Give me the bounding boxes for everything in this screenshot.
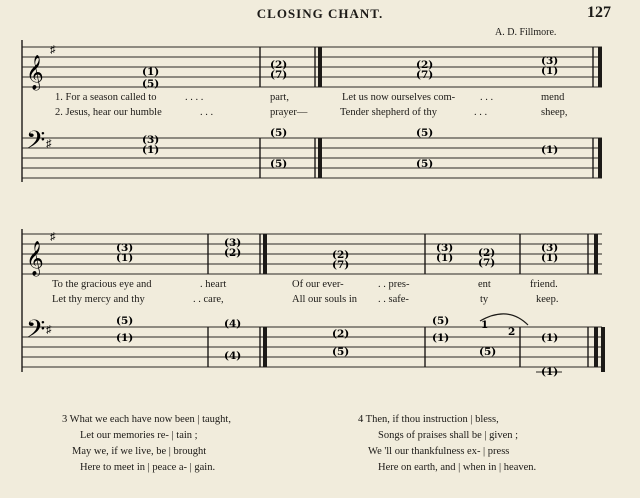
note: (7)	[478, 257, 496, 269]
verse-4-line: Songs of praises shall be | given ;	[378, 430, 519, 441]
lyric: sheep,	[541, 107, 568, 118]
note: (3)	[541, 242, 559, 254]
verse-3-line: Here to meet in | peace a- | gain.	[80, 462, 216, 473]
lyric: 1. For a season called to	[55, 92, 157, 103]
note: (1)	[541, 65, 559, 77]
note: (1)	[541, 144, 559, 156]
page-number: 127	[587, 4, 611, 21]
note: (7)	[270, 69, 288, 81]
note: (4)	[224, 350, 242, 362]
verse-3-line: 3 What we each have now been | taught,	[62, 414, 231, 425]
note: (5)	[270, 158, 288, 170]
treble-clef-icon: 𝄞	[26, 56, 44, 89]
lyric: mend	[541, 92, 565, 103]
lyric: . heart	[200, 279, 227, 290]
verse-3-line: May we, if we live, be | brought	[72, 446, 207, 457]
lyric: 2. Jesus, hear our humble	[55, 107, 162, 118]
lyric: Let us now ourselves com-	[342, 92, 456, 103]
note: (5)	[416, 158, 434, 170]
lyric: . . safe-	[378, 294, 409, 305]
lyric: Of our ever-	[292, 279, 344, 290]
note: (5)	[432, 315, 450, 327]
note: 2	[508, 326, 516, 338]
note: (5)	[116, 315, 134, 327]
bass-clef-icon: 𝄢	[26, 127, 46, 160]
verse-4-line: 4 Then, if thou instruction | bless,	[358, 414, 499, 425]
staff-1-treble	[22, 47, 602, 87]
note: (1)	[142, 66, 160, 78]
lyric: . . .	[474, 107, 488, 118]
note: (1)	[116, 252, 134, 264]
note: (5)	[332, 346, 350, 358]
note: (7)	[416, 69, 434, 81]
note: (2)	[332, 328, 350, 340]
composer-credit: A. D. Fillmore.	[495, 27, 557, 38]
note: (3)	[541, 55, 559, 67]
lyric: Let thy mercy and thy	[52, 294, 145, 305]
note: (1)	[432, 332, 450, 344]
lyric: . . . .	[185, 92, 204, 103]
note: (1)	[541, 252, 559, 264]
lyric: Tender shepherd of thy	[340, 107, 437, 118]
note: (2)	[270, 59, 288, 71]
note: (4)	[224, 318, 242, 330]
note: (1)	[116, 332, 134, 344]
staff-1-bass	[22, 138, 602, 178]
lyric: . . care,	[193, 294, 224, 305]
lyric: ty	[480, 294, 489, 305]
note: (2)	[416, 59, 434, 71]
note: (1)	[142, 144, 160, 156]
note: (1)	[541, 366, 559, 378]
lyric: . . .	[200, 107, 214, 118]
verse-3-line: Let our memories re- | tain ;	[80, 430, 198, 441]
sharp-icon: ♯	[50, 44, 56, 56]
note: (2)	[478, 247, 496, 259]
note: (1)	[436, 252, 454, 264]
note: (3)	[436, 242, 454, 254]
note: (1)	[541, 332, 559, 344]
note: (5)	[270, 127, 288, 139]
verse-4-line: Here on earth, and | when in | heaven.	[378, 462, 537, 473]
sharp-icon: ♯	[50, 231, 56, 243]
lyric: ent	[478, 279, 491, 290]
bass-clef-icon: 𝄢	[26, 316, 46, 349]
sharp-icon: ♯	[46, 138, 52, 150]
treble-clef-icon: 𝄞	[26, 242, 44, 275]
verse-4-line: We 'll our thankfulness ex- | press	[368, 446, 510, 457]
note: (5)	[416, 127, 434, 139]
note: (5)	[479, 346, 497, 358]
page-title: CLOSING CHANT.	[256, 6, 384, 21]
note: (2)	[224, 247, 242, 259]
lyric: prayer—	[270, 107, 308, 118]
sharp-icon: ♯	[46, 324, 52, 336]
lyric: To the gracious eye and	[52, 279, 152, 290]
lyric: keep.	[536, 294, 559, 305]
note: 1	[481, 319, 489, 331]
lyric: part,	[270, 92, 289, 103]
note: (3)	[224, 237, 242, 249]
note: (3)	[142, 134, 160, 146]
note: (5)	[142, 78, 160, 90]
lyric: . . pres-	[378, 279, 410, 290]
note: (2)	[332, 249, 350, 261]
note: (3)	[116, 242, 134, 254]
note: (7)	[332, 259, 350, 271]
lyric: friend.	[530, 279, 558, 290]
lyric: . . .	[480, 92, 494, 103]
staff-2-treble	[22, 234, 602, 274]
lyric: All our souls in	[292, 294, 358, 305]
